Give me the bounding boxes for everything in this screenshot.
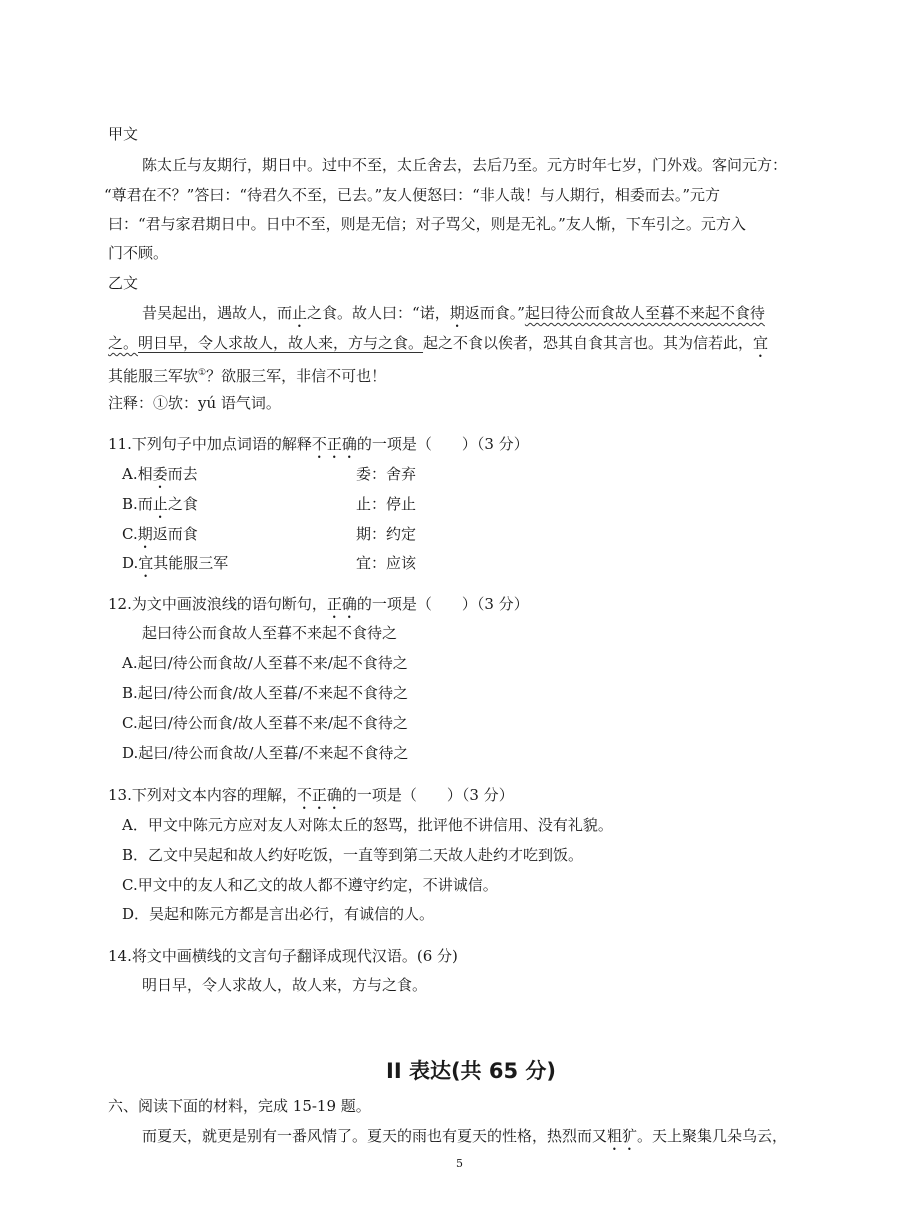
q12-sentence: 起曰待公而食故人至暮不来起不食待之 (142, 624, 398, 642)
yiwen-line-1 (142, 303, 765, 331)
q13-option-a: A．甲文中陈元方应对友人对陈太丘的怒骂，批评他不讲信用、没有礼貌。 (122, 816, 613, 834)
dotted-word: 宜 (138, 554, 154, 572)
option-text: D. (122, 554, 139, 572)
q13-option-c: C.甲文中的友人和乙文的故人都不遵守约定，不讲诚信。 (122, 876, 498, 894)
wavy-underlined-sentence: 之。 (108, 334, 139, 352)
q13-stem-text: 的一项是（ ）（3 分） (341, 786, 514, 804)
yiwen-text: 之食。故人曰：“诺， (307, 304, 450, 322)
dotted-word: 期 (449, 304, 465, 322)
dotted-word: 止 (292, 304, 308, 322)
option-text: 返而食 (152, 525, 198, 543)
q12-stem (108, 594, 529, 622)
q11-option-b-explanation: 止：停止 (356, 495, 417, 513)
section-subheading: 六、阅读下面的材料，完成 15-19 题。 (108, 1097, 371, 1115)
option-text: B.而 (122, 495, 153, 513)
q13-stem (108, 785, 514, 813)
q12-option-c: C.起曰/待公而食/故人至暮不来/起不食待之 (122, 714, 408, 732)
q11-option-c (122, 524, 198, 552)
dotted-word: 宜 (753, 334, 769, 352)
yiwen-text: ？欲服三军，非信不可也！ (206, 367, 387, 385)
option-text: 之食 (167, 495, 198, 513)
jiawen-line-1: 陈太丘与友期行，期日中。过中不至，太丘舍去，去后乃至。元方时年七岁，门外戏。客问元方： (142, 156, 788, 174)
q12-emphasis: 正确 (326, 595, 357, 613)
yiwen-title: 乙文 (108, 274, 139, 292)
jiawen-line-3: 曰：“君与家君期日中。日中不至，则是无信；对子骂父，则是无礼。”友人惭，下车引之。元方入 (108, 215, 746, 233)
q12-option-a: A.起曰/待公而食故/人至暮不来/起不食待之 (122, 654, 408, 672)
q13-option-d: D．吴起和陈元方都是言出必行，有诚信的人。 (122, 905, 435, 923)
jiawen-line-4: 门不顾。 (108, 244, 169, 262)
q11-option-a (122, 464, 198, 492)
page-number: 5 (456, 1157, 463, 1170)
option-text: 而去 (167, 465, 198, 483)
q11-option-a-explanation: 委：舍弃 (356, 465, 417, 483)
wavy-underlined-sentence: 起曰待公而食故人至暮不来起不食待 (524, 304, 765, 322)
dotted-word: 期 (137, 525, 153, 543)
yiwen-line-2 (108, 333, 768, 361)
q11-stem-text: 11.下列句子中加点词语的解释 (108, 435, 312, 453)
yiwen-text: 返而食。” (464, 304, 525, 322)
q11-stem (108, 434, 529, 462)
q11-emphasis: 不正确 (311, 435, 357, 453)
footnote-marker: ① (198, 368, 207, 378)
q14-stem: 14.将文中画横线的文言句子翻译成现代汉语。(6 分) (108, 947, 458, 965)
q11-stem-text: 的一项是（ ）（3 分） (356, 435, 529, 453)
jiawen-title: 甲文 (108, 125, 139, 143)
q11-option-d-explanation: 宜：应该 (356, 554, 417, 572)
dotted-word: 止 (152, 495, 168, 513)
q13-stem-text: 13.下列对文本内容的理解， (108, 786, 297, 804)
q11-option-d (122, 553, 228, 581)
yiwen-text: 昔吴起出，遇故人，而 (142, 304, 293, 322)
q12-stem-text: 12.为文中画波浪线的语句断句， (108, 595, 327, 613)
section-text (142, 1126, 787, 1154)
q12-option-b: B.起曰/待公而食/故人至暮/不来起不食待之 (122, 684, 408, 702)
section-text-part: 而夏天，就更是别有一番风情了。夏天的雨也有夏天的性格，热烈而又 (142, 1127, 608, 1145)
underlined-sentence: 明日早，令人求故人，故人来，方与之食。 (138, 334, 424, 352)
yiwen-note: 注释：①欤：yú 语气词。 (108, 394, 281, 412)
jiawen-line-2: “尊君在不？”答曰：“待君久不至，已去。”友人便怒曰：“非人哉！与人期行，相委而去。”元方 (104, 186, 721, 204)
dotted-word: 粗犷 (607, 1127, 638, 1145)
q11-option-b (122, 494, 198, 522)
option-text: 其能服三军 (153, 554, 229, 572)
q11-option-c-explanation: 期：约定 (356, 525, 417, 543)
q13-option-b: B．乙文中吴起和故人约好吃饭，一直等到第二天故人赴约才吃到饭。 (122, 846, 584, 864)
q12-stem-text: 的一项是（ ）（3 分） (356, 595, 529, 613)
section-text-part: 。天上聚集几朵乌云， (637, 1127, 788, 1145)
dotted-word: 委 (152, 465, 168, 483)
q14-sentence: 明日早，令人求故人，故人来，方与之食。 (142, 976, 428, 994)
q12-option-d: D.起曰/待公而食故/人至暮/不来起不食待之 (122, 744, 409, 762)
yiwen-line-3 (108, 363, 386, 386)
yiwen-text: 起之不食以俟者，恐其自食其言也。其为信若此， (423, 334, 754, 352)
q13-emphasis: 不正确 (296, 786, 342, 804)
option-text: C. (122, 525, 138, 543)
option-text: A.相 (122, 465, 153, 483)
section-heading: II 表达(共 65 分) (386, 1059, 556, 1083)
yiwen-text: 其能服三军欤 (108, 367, 199, 385)
